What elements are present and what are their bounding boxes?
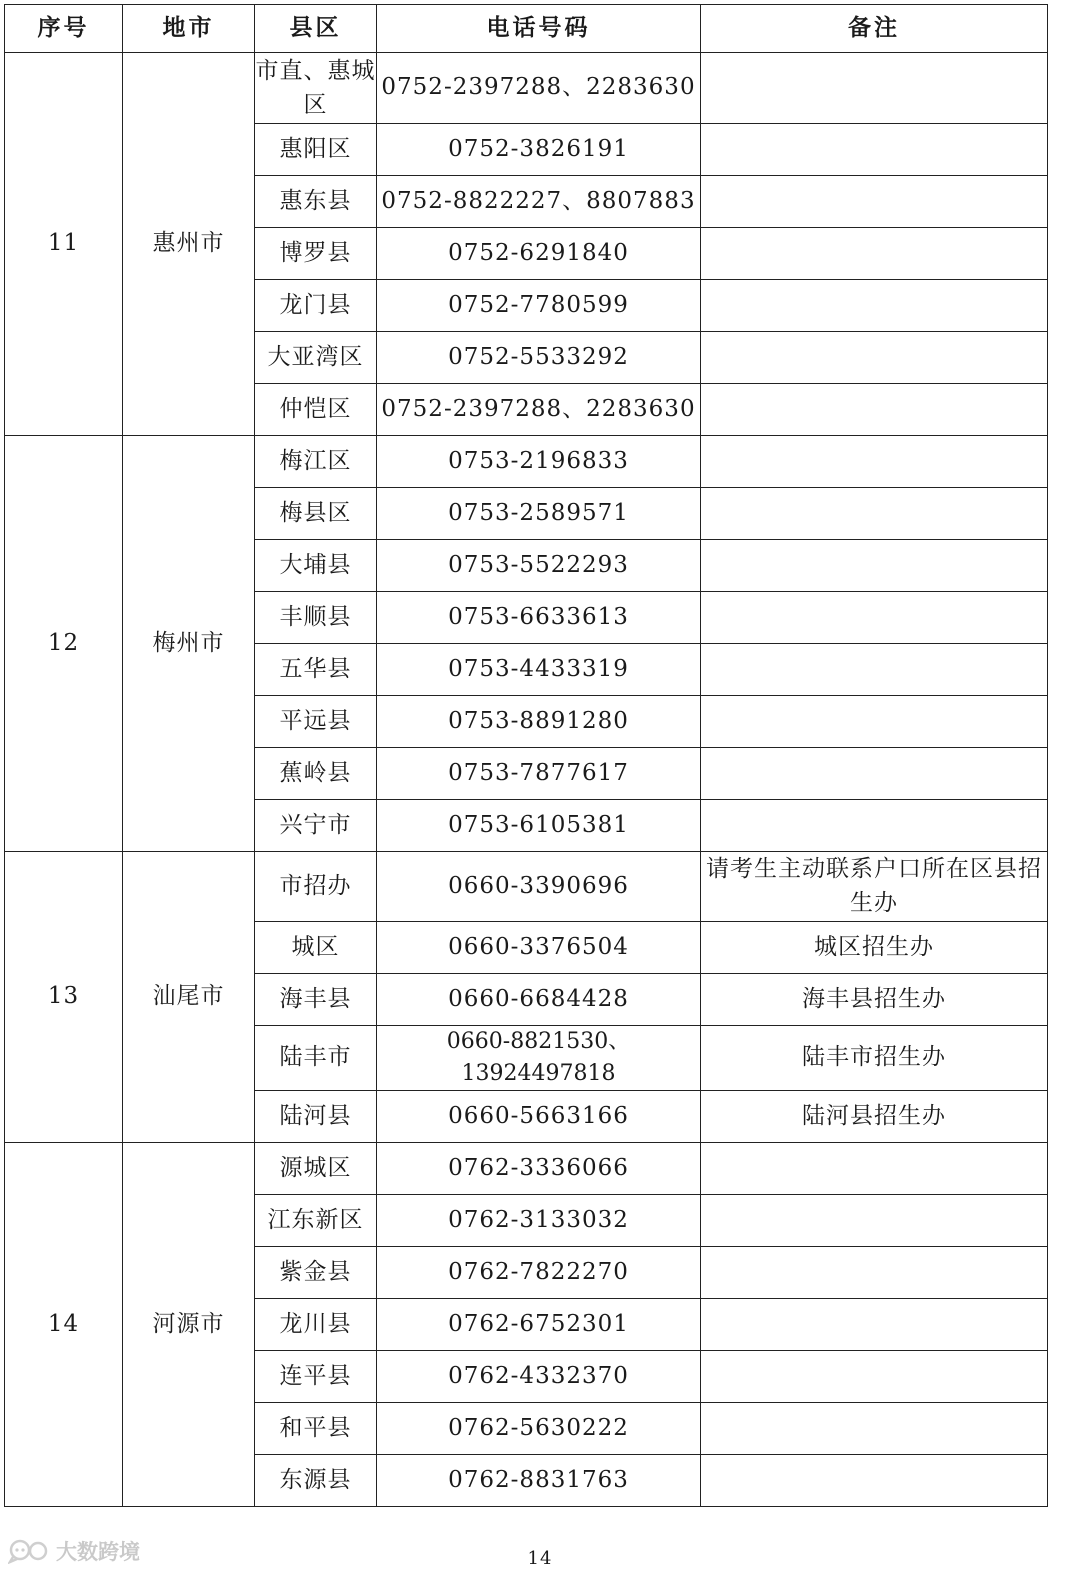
district-cell: 陆丰市 — [255, 1026, 377, 1091]
remark-cell — [701, 540, 1048, 592]
phone-cell: 0753-5522293 — [377, 540, 701, 592]
district-cell: 源城区 — [255, 1142, 377, 1194]
remark-cell — [701, 592, 1048, 644]
remark-cell — [701, 1194, 1048, 1246]
phone-cell: 0753-2196833 — [377, 436, 701, 488]
city-cell: 惠州市 — [123, 53, 255, 436]
page-number: 14 — [527, 1548, 553, 1569]
city-cell: 汕尾市 — [123, 852, 255, 1143]
district-cell: 和平县 — [255, 1402, 377, 1454]
district-cell: 蕉岭县 — [255, 748, 377, 800]
remark-cell — [701, 1454, 1048, 1506]
district-cell: 惠阳区 — [255, 124, 377, 176]
remark-cell — [701, 176, 1048, 228]
remark-cell — [701, 384, 1048, 436]
header-remark: 备注 — [701, 5, 1048, 53]
remark-cell — [701, 644, 1048, 696]
remark-cell — [701, 228, 1048, 280]
phone-cell: 0752-8822227、8807883 — [377, 176, 701, 228]
phone-cell: 0660-3376504 — [377, 922, 701, 974]
header-city: 地市 — [123, 5, 255, 53]
district-cell: 海丰县 — [255, 974, 377, 1026]
seq-cell: 11 — [5, 53, 123, 436]
watermark-text: 大数跨境 — [56, 1540, 140, 1564]
phone-cell: 0762-5630222 — [377, 1402, 701, 1454]
district-cell: 龙门县 — [255, 280, 377, 332]
phone-cell: 0762-3133032 — [377, 1194, 701, 1246]
seq-cell: 12 — [5, 436, 123, 852]
phone-cell: 0660-3390696 — [377, 852, 701, 922]
district-cell: 仲恺区 — [255, 384, 377, 436]
remark-cell — [701, 748, 1048, 800]
remark-cell — [701, 436, 1048, 488]
district-cell: 东源县 — [255, 1454, 377, 1506]
remark-cell: 陆河县招生办 — [701, 1090, 1048, 1142]
district-cell: 平远县 — [255, 696, 377, 748]
remark-cell — [701, 1402, 1048, 1454]
remark-cell: 陆丰市招生办 — [701, 1026, 1048, 1091]
phone-cell: 0753-7877617 — [377, 748, 701, 800]
header-seq: 序号 — [5, 5, 123, 53]
district-cell: 五华县 — [255, 644, 377, 696]
phone-cell: 0660-6684428 — [377, 974, 701, 1026]
remark-cell — [701, 332, 1048, 384]
phone-cell: 0753-2589571 — [377, 488, 701, 540]
district-cell: 江东新区 — [255, 1194, 377, 1246]
phone-cell: 0762-6752301 — [377, 1298, 701, 1350]
remark-cell — [701, 1142, 1048, 1194]
remark-cell — [701, 53, 1048, 124]
district-cell: 梅县区 — [255, 488, 377, 540]
phone-cell: 0660-8821530、13924497818 — [377, 1026, 701, 1091]
district-cell: 梅江区 — [255, 436, 377, 488]
remark-cell: 海丰县招生办 — [701, 974, 1048, 1026]
phone-cell: 0752-2397288、2283630 — [377, 53, 701, 124]
district-cell: 龙川县 — [255, 1298, 377, 1350]
phone-cell: 0752-2397288、2283630 — [377, 384, 701, 436]
district-cell: 城区 — [255, 922, 377, 974]
phone-cell: 0762-4332370 — [377, 1350, 701, 1402]
table-row — [5, 53, 1048, 124]
remark-cell — [701, 696, 1048, 748]
remark-cell — [701, 1350, 1048, 1402]
district-cell: 市直、惠城区 — [255, 53, 377, 124]
phone-cell: 0753-6633613 — [377, 592, 701, 644]
contact-table — [4, 4, 1048, 1507]
phone-cell: 0660-5663166 — [377, 1090, 701, 1142]
district-cell: 博罗县 — [255, 228, 377, 280]
table-row — [5, 852, 1048, 922]
remark-cell — [701, 488, 1048, 540]
district-cell: 丰顺县 — [255, 592, 377, 644]
phone-cell: 0752-7780599 — [377, 280, 701, 332]
header-phone: 电话号码 — [377, 5, 701, 53]
phone-cell: 0762-3336066 — [377, 1142, 701, 1194]
seq-cell: 13 — [5, 852, 123, 1143]
district-cell: 连平县 — [255, 1350, 377, 1402]
district-cell: 大埔县 — [255, 540, 377, 592]
remark-cell — [701, 1298, 1048, 1350]
city-cell: 河源市 — [123, 1142, 255, 1506]
header-district: 县区 — [255, 5, 377, 53]
phone-cell: 0752-6291840 — [377, 228, 701, 280]
phone-cell: 0753-4433319 — [377, 644, 701, 696]
district-cell: 紫金县 — [255, 1246, 377, 1298]
district-cell: 大亚湾区 — [255, 332, 377, 384]
seq-cell: 14 — [5, 1142, 123, 1506]
remark-cell — [701, 124, 1048, 176]
district-cell: 陆河县 — [255, 1090, 377, 1142]
remark-cell — [701, 280, 1048, 332]
city-cell: 梅州市 — [123, 436, 255, 852]
table-row — [5, 436, 1048, 488]
header-row — [5, 5, 1048, 53]
district-cell: 市招办 — [255, 852, 377, 922]
table-body — [5, 5, 1048, 1507]
district-cell: 惠东县 — [255, 176, 377, 228]
phone-cell: 0762-8831763 — [377, 1454, 701, 1506]
table-row — [5, 1142, 1048, 1194]
phone-cell: 0752-3826191 — [377, 124, 701, 176]
phone-cell: 0753-8891280 — [377, 696, 701, 748]
phone-cell: 0753-6105381 — [377, 800, 701, 852]
remark-cell: 城区招生办 — [701, 922, 1048, 974]
phone-cell: 0752-5533292 — [377, 332, 701, 384]
remark-cell — [701, 800, 1048, 852]
phone-cell: 0762-7822270 — [377, 1246, 701, 1298]
remark-cell — [701, 1246, 1048, 1298]
district-cell: 兴宁市 — [255, 800, 377, 852]
remark-cell: 请考生主动联系户口所在区县招生办 — [701, 852, 1048, 922]
